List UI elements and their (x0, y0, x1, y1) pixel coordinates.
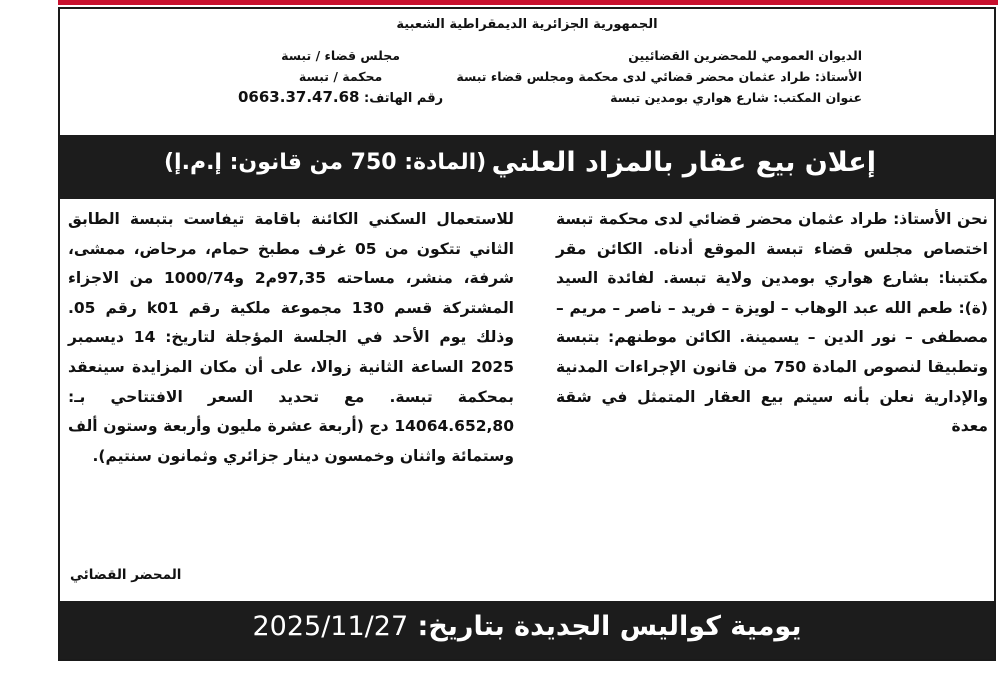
body-right-column: نحن الأستاذ: طراد عثمان محضر قضائي لدى محكمة تبسة اختصاص مجلس قضاء تبسة الموقع أدناه. الكائن مقر مكتبنا: بشارع هواري بومدين ولاية تبسة. لفائدة السيد (ة): طعم الله عبد الوهاب – لويزة – فريد – ناصر – مريم – مصطفى – نور الدين – يسمينة. الكائن موطنهم: بتبسة وتطبيقا لنصوص المادة 750 من قانون الإجراءات المدنية والإدارية نعلن بأنه سيتم بيع العقار المتمثل في شقة معدة (556, 210, 988, 436)
notice-title: إعلان بيع عقار بالمزاد العلني (491, 147, 876, 178)
phone-line (238, 87, 443, 109)
footer-date: 2025/11/27 (252, 611, 409, 642)
office-address: عنوان المكتب: شارع هواري بومدين تبسة (610, 90, 862, 105)
footer-publication (253, 611, 802, 642)
title-bar (60, 135, 994, 199)
signature-label: المحضر القضائي (70, 567, 182, 583)
top-red-border (58, 0, 998, 5)
council-name: مجلس قضاء / تبسة (281, 48, 400, 63)
footer-label: يومية كواليس الجديدة بتاريخ: (417, 611, 802, 642)
republic-title: الجمهورية الجزائرية الديمقراطية الشعبية (396, 17, 658, 32)
office-name: الديوان العمومي للمحضرين القضائيين (628, 48, 862, 63)
phone-label: رقم الهاتف: (364, 91, 444, 106)
legal-article-reference: (المادة: 750 من قانون: إ.م.إ) (164, 150, 487, 175)
body-left-column: للاستعمال السكني الكائنة باقامة تيفاست بتبسة الطابق الثاني تتكون من 05 غرف مطبخ حمام، مرحاض، ممشى، شرفة، منشر، مساحته 97,35م2 و1000/74 من الاجزاء المشتركة قسم 130 مجموعة ملكية رقم k01 رقم 05. وذلك يوم الأحد في الجلسة المؤجلة لتاريخ: 14 ديسمبر 2025 الساعة الثانية زوالا، على أن مكان المزايدة سينعقد بمحكمة تبسة. مع تحديد السعر الافتتاحي بـ: 14064.652,80 دج (أربعة عشرة مليون وأربعة وستون ألف وستمائة واثنان وخمسون دينار جزائري وثمانون سنتيم). (68, 210, 514, 465)
court-name: محكمة / تبسة (298, 69, 383, 84)
notice-header (60, 9, 994, 131)
bailiff-info (456, 45, 862, 108)
bailiff-name: الأستاذ: طراد عثمان محضر قضائي لدى محكمة ومجلس قضاء تبسة (456, 69, 862, 84)
phone-number: 0663.37.47.68 (238, 88, 360, 106)
jurisdiction-info (238, 45, 443, 109)
footer-bar (60, 601, 994, 659)
legal-notice (58, 7, 996, 661)
